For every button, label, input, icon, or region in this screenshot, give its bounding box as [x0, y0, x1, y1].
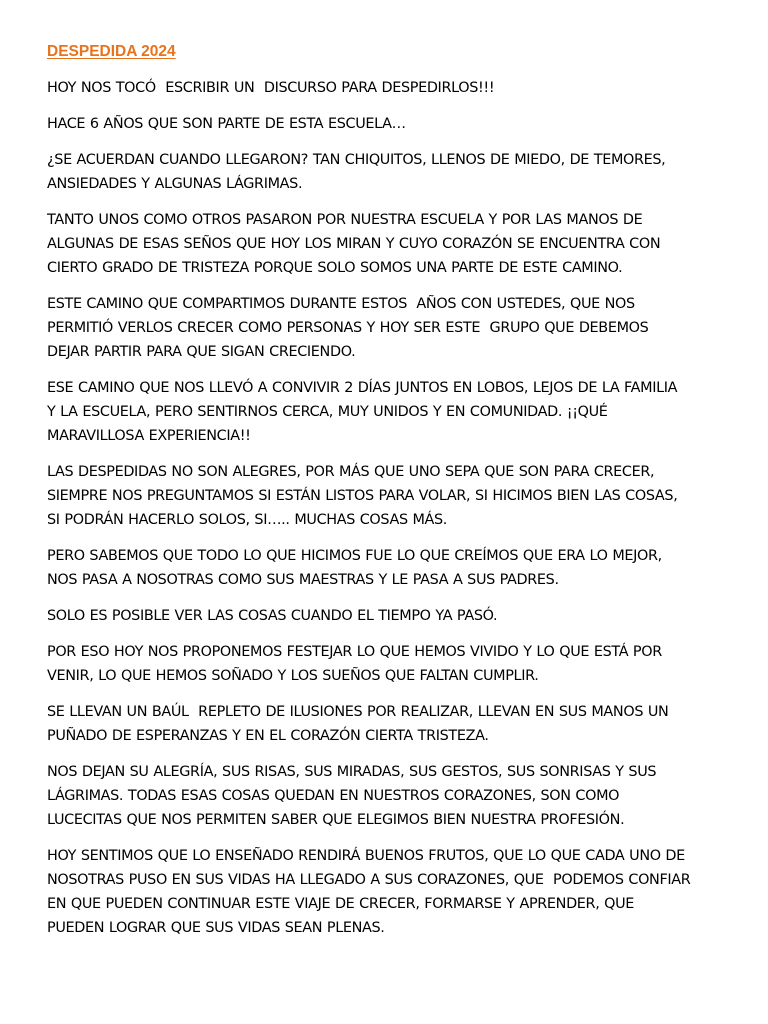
paragraph-3: ¿SE ACUERDAN CUANDO LLEGARON? TAN CHIQUITOS, LLENOS DE MIEDO, DE TEMORES, ANSIEDADES Y ALGUNAS LÁGRIMAS. [47, 152, 666, 192]
paragraph-10: POR ESO HOY NOS PROPONEMOS FESTEJAR LO QUE HEMOS VIVIDO Y LO QUE ESTÁ POR VENIR, LO QUE HEMOS SOÑADO Y LOS SUEÑOS QUE FALTAN CUMPLIR. [47, 644, 662, 684]
paragraph-7: LAS DESPEDIDAS NO SON ALEGRES, POR MÁS QUE UNO SEPA QUE SON PARA CRECER, SIEMPRE NOS PREGUNTAMOS SI ESTÁN LISTOS PARA VOLAR, SI HICIMOS BIEN LAS COSAS, SI PODRÁN HACERLO SOLOS, SI….. MUCHAS COSAS MÁS. [47, 464, 678, 528]
paragraph-13: HOY SENTIMOS QUE LO ENSEÑADO RENDIRÁ BUENOS FRUTOS, QUE LO QUE CADA UNO DE NOSOTRAS PUSO EN SUS VIDAS HA LLEGADO A SUS CORAZONES, QUE PODEMOS CONFIAR EN QUE PUEDEN CONTINUAR ESTE VIAJE DE CRECER, FORMARSE Y APRENDER, QUE PUEDEN LOGRAR QUE SUS VIDAS SEAN PLENAS. [47, 848, 691, 936]
document-body [47, 76, 728, 940]
paragraph-1: HOY NOS TOCÓ ESCRIBIR UN DISCURSO PARA DESPEDIRLOS!!! [47, 80, 495, 96]
paragraph-6: ESE CAMINO QUE NOS LLEVÓ A CONVIVIR 2 DÍAS JUNTOS EN LOBOS, LEJOS DE LA FAMILIA Y LA ESCUELA, PERO SENTIRNOS CERCA, MUY UNIDOS Y EN COMUNIDAD. ¡¡QUÉ MARAVILLOSA EXPERIENCIA!! [47, 380, 678, 444]
paragraph-12: NOS DEJAN SU ALEGRÍA, SUS RISAS, SUS MIRADAS, SUS GESTOS, SUS SONRISAS Y SUS LÁGRIMAS. TODAS ESAS COSAS QUEDAN EN NUESTROS CORAZONES, SON COMO LUCECITAS QUE NOS PERMITEN SABER QUE ELEGIMOS BIEN NUESTRA PROFESIÓN. [47, 764, 657, 828]
paragraph-11: SE LLEVAN UN BAÚL REPLETO DE ILUSIONES POR REALIZAR, LLEVAN EN SUS MANOS UN PUÑADO DE ESPERANZAS Y EN EL CORAZÓN CIERTA TRISTEZA. [47, 704, 669, 744]
paragraph-2: HACE 6 AÑOS QUE SON PARTE DE ESTA ESCUELA… [47, 116, 406, 132]
document-title: DESPEDIDA 2024 [47, 43, 176, 60]
paragraph-9: SOLO ES POSIBLE VER LAS COSAS CUANDO EL TIEMPO YA PASÓ. [47, 608, 498, 624]
paragraph-5: ESTE CAMINO QUE COMPARTIMOS DURANTE ESTOS AÑOS CON USTEDES, QUE NOS PERMITIÓ VERLOS CRECER COMO PERSONAS Y HOY SER ESTE GRUPO QUE DEBEMOS DEJAR PARTIR PARA QUE SIGAN CRECIENDO. [47, 296, 649, 360]
paragraph-8: PERO SABEMOS QUE TODO LO QUE HICIMOS FUE LO QUE CREÍMOS QUE ERA LO MEJOR, NOS PASA A NOSOTRAS COMO SUS MAESTRAS Y LE PASA A SUS PADRES. [47, 548, 662, 588]
paragraph-4: TANTO UNOS COMO OTROS PASARON POR NUESTRA ESCUELA Y POR LAS MANOS DE ALGUNAS DE ESAS SEÑOS QUE HOY LOS MIRAN Y CUYO CORAZÓN SE ENCUENTRA CON CIERTO GRADO DE TRISTEZA PORQUE SOLO SOMOS UNA PARTE DE ESTE CAMINO. [47, 212, 661, 276]
